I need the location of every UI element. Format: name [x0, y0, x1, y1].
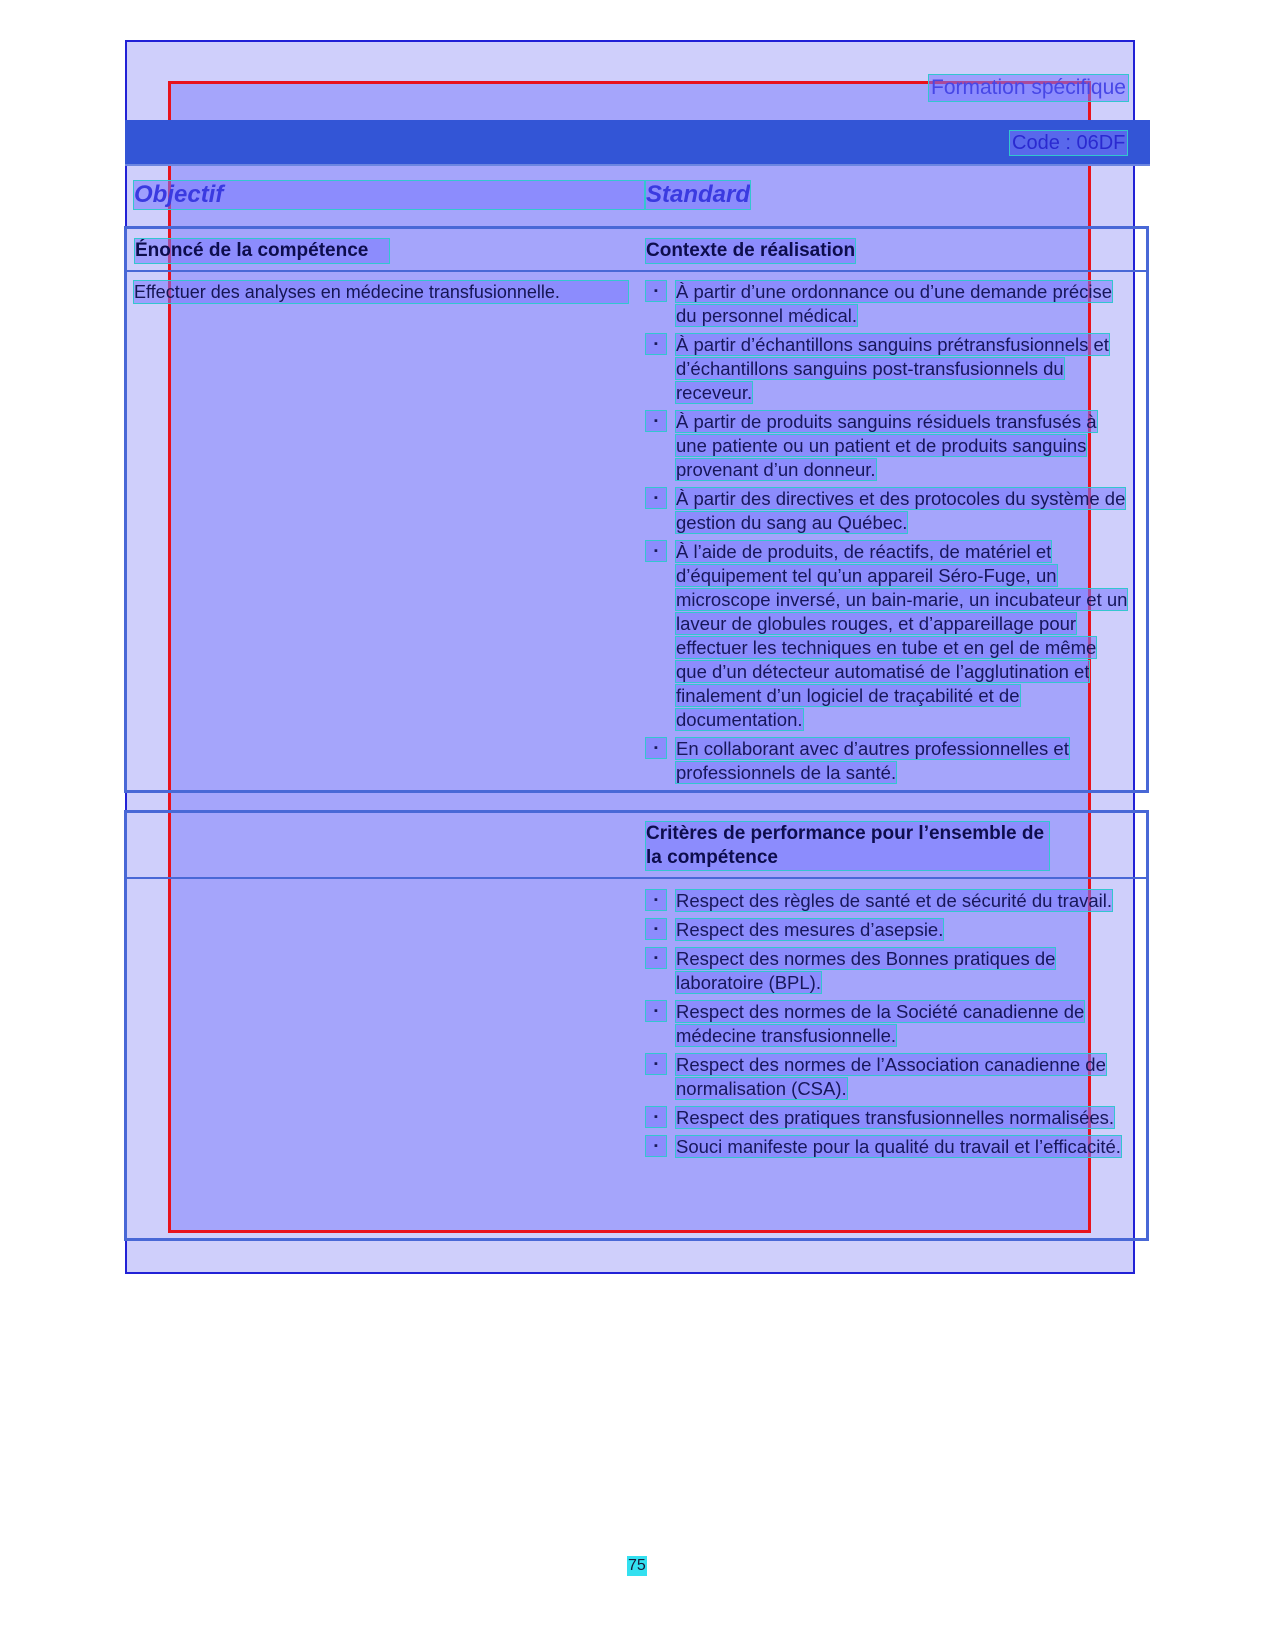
table-divider [124, 877, 1149, 879]
page-number: 75 [628, 1557, 646, 1574]
contexte-item-text: À partir de produits sanguins résiduels transfusés à une patiente ou un patient et de produits sanguins provenant d’un donneur. [676, 411, 1097, 480]
critere-item-text: Respect des normes de l’Association canadienne de normalisation (CSA). [676, 1054, 1106, 1099]
critere-item [646, 918, 1132, 942]
square-bullet-icon: ▪ [646, 411, 666, 431]
square-bullet-icon: ▪ [646, 541, 666, 561]
square-bullet-icon: ▪ [646, 890, 666, 910]
square-bullet-icon: ▪ [646, 919, 666, 939]
objectif-heading: Objectif [134, 181, 644, 209]
contexte-item-text: À partir d’échantillons sanguins prétransfusionnels et d’échantillons sanguins post-transfusionnels du receveur. [676, 334, 1109, 403]
square-bullet-icon: ▪ [646, 1001, 666, 1021]
criteres-list [646, 889, 1132, 1164]
contexte-item [646, 737, 1132, 785]
code-label: Code : 06DF [1012, 132, 1126, 154]
contexte-item [646, 280, 1132, 328]
enonce-header: Énoncé de la compétence [135, 239, 389, 263]
critere-item [646, 1106, 1132, 1130]
contexte-item-text: En collaborant avec d’autres professionnelles et professionnels de la santé. [676, 738, 1069, 783]
contexte-item [646, 540, 1132, 732]
contexte-header: Contexte de réalisation [646, 240, 856, 261]
formation-title: Formation spécifique [931, 76, 1126, 99]
header-band [125, 120, 1150, 166]
table-divider [124, 270, 1149, 272]
criteres-header: Critères de performance pour l’ensemble de la compétence [646, 822, 1049, 870]
critere-item [646, 1000, 1132, 1048]
square-bullet-icon: ▪ [646, 1136, 666, 1156]
square-bullet-icon: ▪ [646, 1107, 666, 1127]
critere-item [646, 1135, 1132, 1159]
critere-item-text: Respect des normes de la Société canadienne de médecine transfusionnelle. [676, 1001, 1085, 1046]
enonce-text: Effectuer des analyses en médecine transfusionnelle. [134, 281, 628, 303]
square-bullet-icon: ▪ [646, 281, 666, 301]
critere-item [646, 1053, 1132, 1101]
critere-item-text: Respect des règles de santé et de sécurité du travail. [676, 890, 1113, 911]
contexte-item-text: À partir d’une ordonnance ou d’une demande précise du personnel médical. [676, 281, 1113, 326]
contexte-item [646, 410, 1132, 482]
critere-item-text: Respect des normes des Bonnes pratiques de laboratoire (BPL). [676, 948, 1056, 993]
critere-item [646, 889, 1132, 913]
critere-item-text: Respect des pratiques transfusionnelles normalisées. [676, 1107, 1115, 1128]
critere-item-text: Respect des mesures d’asepsie. [676, 919, 944, 940]
square-bullet-icon: ▪ [646, 738, 666, 758]
square-bullet-icon: ▪ [646, 334, 666, 354]
contexte-item [646, 333, 1132, 405]
standard-heading: Standard [646, 181, 751, 208]
critere-item-text: Souci manifeste pour la qualité du travail et l’efficacité. [676, 1136, 1121, 1157]
square-bullet-icon: ▪ [646, 488, 666, 508]
square-bullet-icon: ▪ [646, 948, 666, 968]
contexte-list [646, 280, 1132, 790]
square-bullet-icon: ▪ [646, 1054, 666, 1074]
critere-item [646, 947, 1132, 995]
contexte-item-text: À partir des directives et des protocoles du système de gestion du sang au Québec. [676, 488, 1126, 533]
contexte-item-text: À l’aide de produits, de réactifs, de matériel et d’équipement tel qu’un appareil Séro-Fuge, un microscope inversé, un bain-marie, un incubateur et un laveur de globules rouges, et d’appareillage pour effectuer les techniques en tube et en gel de même que d’un détecteur automatisé de l’agglutination et finalement d’un logiciel de traçabilité et de documentation. [676, 541, 1128, 730]
contexte-item [646, 487, 1132, 535]
